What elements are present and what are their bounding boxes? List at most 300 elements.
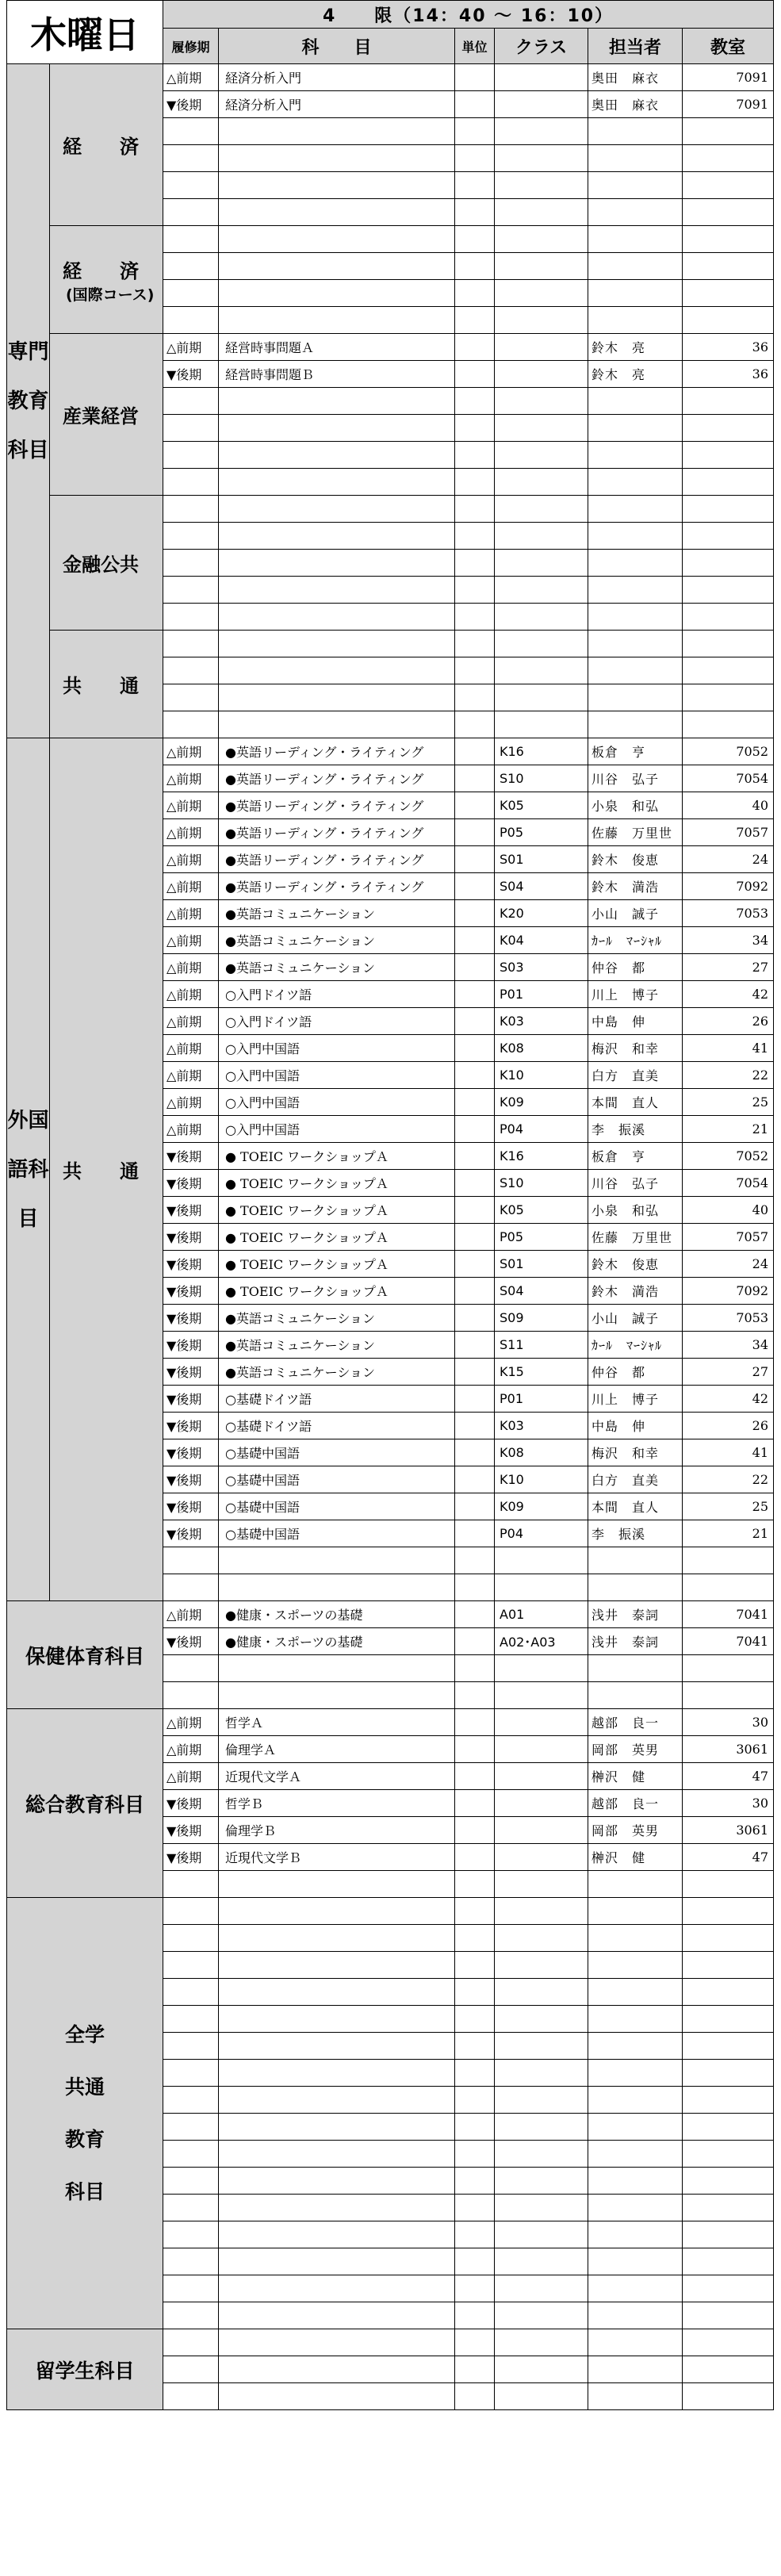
subgroup-name: 共 通: [63, 675, 139, 697]
subject-cell: ●英語コミュニケーション: [219, 1332, 455, 1359]
room-cell: [683, 2302, 774, 2329]
room-cell: [683, 2087, 774, 2114]
room-cell: [683, 280, 774, 307]
subject-cell: 経済分析入門: [219, 91, 455, 118]
units-cell: [455, 1116, 495, 1143]
units-cell: [455, 846, 495, 873]
subject-cell: 哲学Ｂ: [219, 1790, 455, 1817]
units-cell: [455, 711, 495, 738]
period-title: 4 限（14：40 ～ 16：10）: [163, 1, 774, 29]
teacher-cell: [588, 2114, 683, 2141]
units-cell: [455, 1574, 495, 1601]
teacher-cell: 中島 伸: [588, 1008, 683, 1035]
subject-cell: [219, 307, 455, 334]
class-cell: [495, 1952, 588, 1979]
teacher-cell: 白方 直美: [588, 1466, 683, 1493]
teacher-cell: 板倉 亨: [588, 1143, 683, 1170]
room-cell: [683, 2356, 774, 2383]
room-cell: [683, 2060, 774, 2087]
teacher-cell: [588, 2168, 683, 2195]
room-cell: [683, 199, 774, 226]
room-cell: 7054: [683, 765, 774, 792]
units-cell: [455, 927, 495, 954]
teacher-cell: [588, 145, 683, 172]
teacher-cell: [588, 2248, 683, 2275]
class-cell: [495, 1547, 588, 1574]
class-cell: [495, 172, 588, 199]
subject-cell: ●英語リーディング・ライティング: [219, 765, 455, 792]
class-cell: [495, 1979, 588, 2006]
term-cell: ▼後期: [163, 1197, 219, 1224]
class-cell: K15: [495, 1359, 588, 1386]
subject-cell: [219, 2087, 455, 2114]
class-cell: [495, 1817, 588, 1844]
room-cell: 30: [683, 1709, 774, 1736]
room-cell: 25: [683, 1089, 774, 1116]
class-cell: K08: [495, 1439, 588, 1466]
subject-cell: ● TOEIC ワークショップＡ: [219, 1224, 455, 1251]
teacher-cell: 鈴木 俊恵: [588, 846, 683, 873]
term-cell: [163, 2033, 219, 2060]
teacher-cell: 鈴木 満浩: [588, 1278, 683, 1305]
term-cell: ▼後期: [163, 1143, 219, 1170]
subject-cell: [219, 550, 455, 577]
class-cell: [495, 2033, 588, 2060]
room-cell: [683, 2168, 774, 2195]
class-cell: [495, 442, 588, 469]
room-cell: [683, 2114, 774, 2141]
units-cell: [455, 307, 495, 334]
class-cell: [495, 2329, 588, 2356]
class-cell: [495, 2302, 588, 2329]
term-cell: [163, 1871, 219, 1898]
teacher-cell: [588, 1871, 683, 1898]
teacher-cell: 越部 良一: [588, 1709, 683, 1736]
category-label: 保健体育科目: [7, 1601, 163, 1709]
class-cell: K16: [495, 738, 588, 765]
room-cell: [683, 172, 774, 199]
subject-cell: [219, 415, 455, 442]
class-cell: K09: [495, 1089, 588, 1116]
room-cell: [683, 657, 774, 684]
units-cell: [455, 1844, 495, 1871]
class-cell: K03: [495, 1413, 588, 1439]
class-cell: P04: [495, 1520, 588, 1547]
room-cell: 34: [683, 927, 774, 954]
units-cell: [455, 1251, 495, 1278]
class-cell: [495, 2087, 588, 2114]
teacher-cell: [588, 2195, 683, 2221]
subject-cell: ●健康・スポーツの基礎: [219, 1601, 455, 1628]
subject-cell: ○基礎ドイツ語: [219, 1413, 455, 1439]
class-cell: K05: [495, 792, 588, 819]
teacher-cell: 小泉 和弘: [588, 1197, 683, 1224]
units-cell: [455, 2060, 495, 2087]
subject-cell: ○基礎中国語: [219, 1466, 455, 1493]
teacher-cell: [588, 442, 683, 469]
class-cell: K09: [495, 1493, 588, 1520]
col-subject: 科 目: [219, 29, 455, 64]
term-cell: △前期: [163, 792, 219, 819]
room-cell: 41: [683, 1035, 774, 1062]
teacher-cell: [588, 1574, 683, 1601]
term-cell: [163, 631, 219, 657]
subject-cell: ●英語コミュニケーション: [219, 1305, 455, 1332]
room-cell: 25: [683, 1493, 774, 1520]
class-cell: [495, 2060, 588, 2087]
term-cell: ▼後期: [163, 1817, 219, 1844]
units-cell: [455, 1035, 495, 1062]
room-cell: [683, 118, 774, 145]
units-cell: [455, 873, 495, 900]
units-cell: [455, 172, 495, 199]
class-cell: [495, 1763, 588, 1790]
teacher-cell: [588, 1898, 683, 1925]
room-cell: 7041: [683, 1628, 774, 1655]
subject-cell: ○入門中国語: [219, 1035, 455, 1062]
room-cell: 47: [683, 1844, 774, 1871]
subject-cell: 倫理学Ｂ: [219, 1817, 455, 1844]
subject-cell: [219, 1871, 455, 1898]
table-row: [7, 334, 774, 361]
units-cell: [455, 1493, 495, 1520]
term-cell: [163, 2329, 219, 2356]
teacher-cell: ｶｰﾙ ﾏｰｼｬﾙ: [588, 927, 683, 954]
class-cell: [495, 1871, 588, 1898]
term-cell: △前期: [163, 334, 219, 361]
subject-cell: ●英語リーディング・ライティング: [219, 819, 455, 846]
room-cell: [683, 307, 774, 334]
subject-cell: [219, 2302, 455, 2329]
class-cell: [495, 1682, 588, 1709]
term-cell: [163, 2221, 219, 2248]
term-cell: △前期: [163, 1035, 219, 1062]
term-cell: [163, 2248, 219, 2275]
class-cell: P01: [495, 981, 588, 1008]
category-label: 全学共通教育科目: [7, 1898, 163, 2329]
room-cell: 26: [683, 1413, 774, 1439]
subject-cell: 経済分析入門: [219, 64, 455, 91]
teacher-cell: [588, 2383, 683, 2410]
room-cell: 36: [683, 334, 774, 361]
class-cell: K04: [495, 927, 588, 954]
class-cell: S09: [495, 1305, 588, 1332]
class-cell: [495, 523, 588, 550]
subject-cell: [219, 2195, 455, 2221]
table-row: [7, 226, 774, 253]
day-title: 木曜日: [7, 1, 163, 64]
subject-cell: ○入門ドイツ語: [219, 1008, 455, 1035]
class-cell: [495, 631, 588, 657]
units-cell: [455, 1170, 495, 1197]
units-cell: [455, 253, 495, 280]
units-cell: [455, 765, 495, 792]
room-cell: [683, 523, 774, 550]
term-cell: ▼後期: [163, 1305, 219, 1332]
class-cell: [495, 253, 588, 280]
subgroup-name: 経 済: [63, 136, 139, 158]
subject-cell: ●英語コミュニケーション: [219, 1359, 455, 1386]
teacher-cell: 小泉 和弘: [588, 792, 683, 819]
units-cell: [455, 226, 495, 253]
room-cell: 7054: [683, 1170, 774, 1197]
units-cell: [455, 1601, 495, 1628]
term-cell: [163, 307, 219, 334]
teacher-cell: 李 振溪: [588, 1520, 683, 1547]
units-cell: [455, 118, 495, 145]
col-term: 履修期: [163, 29, 219, 64]
class-cell: K05: [495, 1197, 588, 1224]
term-cell: [163, 2195, 219, 2221]
units-cell: [455, 1736, 495, 1763]
room-cell: [683, 1655, 774, 1682]
term-cell: [163, 2383, 219, 2410]
class-cell: S04: [495, 1278, 588, 1305]
teacher-cell: [588, 2141, 683, 2168]
units-cell: [455, 2221, 495, 2248]
class-cell: [495, 684, 588, 711]
teacher-cell: 鈴木 亮: [588, 361, 683, 388]
subject-cell: [219, 2383, 455, 2410]
term-cell: ▼後期: [163, 1170, 219, 1197]
term-cell: ▼後期: [163, 1413, 219, 1439]
class-cell: K20: [495, 900, 588, 927]
term-cell: △前期: [163, 1008, 219, 1035]
term-cell: △前期: [163, 846, 219, 873]
subject-cell: 近現代文学Ａ: [219, 1763, 455, 1790]
table-row: [7, 64, 774, 91]
class-cell: [495, 1709, 588, 1736]
room-cell: [683, 2275, 774, 2302]
subgroup-name: 金融公共: [63, 554, 139, 576]
subject-cell: ○入門中国語: [219, 1089, 455, 1116]
subject-cell: [219, 2141, 455, 2168]
teacher-cell: [588, 469, 683, 496]
term-cell: △前期: [163, 64, 219, 91]
subject-cell: [219, 1952, 455, 1979]
class-cell: [495, 226, 588, 253]
room-cell: 30: [683, 1790, 774, 1817]
room-cell: 7092: [683, 873, 774, 900]
units-cell: [455, 1197, 495, 1224]
room-cell: [683, 253, 774, 280]
room-cell: [683, 711, 774, 738]
term-cell: △前期: [163, 1089, 219, 1116]
subject-cell: ●英語リーディング・ライティング: [219, 873, 455, 900]
teacher-cell: 榊沢 健: [588, 1763, 683, 1790]
term-cell: [163, 388, 219, 415]
teacher-cell: [588, 1547, 683, 1574]
table-row: [7, 1898, 774, 1925]
class-cell: [495, 2275, 588, 2302]
term-cell: [163, 1682, 219, 1709]
class-cell: S10: [495, 765, 588, 792]
teacher-cell: [588, 2060, 683, 2087]
subject-cell: ● TOEIC ワークショップＡ: [219, 1143, 455, 1170]
class-cell: P05: [495, 819, 588, 846]
term-cell: ▼後期: [163, 1251, 219, 1278]
units-cell: [455, 469, 495, 496]
subject-cell: [219, 1979, 455, 2006]
units-cell: [455, 199, 495, 226]
room-cell: 42: [683, 1386, 774, 1413]
subject-cell: ●英語リーディング・ライティング: [219, 846, 455, 873]
term-cell: [163, 2060, 219, 2087]
term-cell: △前期: [163, 738, 219, 765]
room-cell: [683, 1925, 774, 1952]
subject-cell: [219, 388, 455, 415]
teacher-cell: 梅沢 和幸: [588, 1035, 683, 1062]
class-cell: S04: [495, 873, 588, 900]
room-cell: 24: [683, 846, 774, 873]
subject-cell: 経営時事問題Ａ: [219, 334, 455, 361]
term-cell: [163, 280, 219, 307]
units-cell: [455, 442, 495, 469]
subject-cell: [219, 2221, 455, 2248]
teacher-cell: [588, 1952, 683, 1979]
teacher-cell: [588, 2006, 683, 2033]
term-cell: [163, 145, 219, 172]
room-cell: 42: [683, 981, 774, 1008]
units-cell: [455, 2006, 495, 2033]
class-cell: [495, 307, 588, 334]
class-cell: [495, 577, 588, 604]
class-cell: K16: [495, 1143, 588, 1170]
room-cell: [683, 2383, 774, 2410]
teacher-cell: 岡部 英男: [588, 1817, 683, 1844]
class-cell: [495, 334, 588, 361]
room-cell: [683, 1871, 774, 1898]
subject-cell: ●英語コミュニケーション: [219, 927, 455, 954]
room-cell: 36: [683, 361, 774, 388]
subgroup-label: [50, 64, 163, 226]
class-cell: [495, 1898, 588, 1925]
subject-cell: [219, 2006, 455, 2033]
subgroup-note: (国際コース): [66, 286, 155, 304]
term-cell: ▼後期: [163, 1224, 219, 1251]
class-cell: S01: [495, 1251, 588, 1278]
teacher-cell: [588, 199, 683, 226]
room-cell: 27: [683, 1359, 774, 1386]
subject-cell: [219, 2168, 455, 2195]
room-cell: [683, 1574, 774, 1601]
units-cell: [455, 1979, 495, 2006]
teacher-cell: 白方 直美: [588, 1062, 683, 1089]
subject-cell: [219, 226, 455, 253]
teacher-cell: [588, 307, 683, 334]
term-cell: [163, 496, 219, 523]
room-cell: 7057: [683, 1224, 774, 1251]
table-row: [7, 1601, 774, 1628]
teacher-cell: [588, 496, 683, 523]
subgroup-label: [50, 226, 163, 334]
term-cell: ▼後期: [163, 1439, 219, 1466]
term-cell: [163, 2275, 219, 2302]
term-cell: [163, 523, 219, 550]
class-cell: [495, 361, 588, 388]
room-cell: 7053: [683, 900, 774, 927]
term-cell: [163, 2087, 219, 2114]
units-cell: [455, 577, 495, 604]
subject-cell: ● TOEIC ワークショップＡ: [219, 1278, 455, 1305]
room-cell: [683, 550, 774, 577]
subject-cell: [219, 604, 455, 631]
room-cell: 7053: [683, 1305, 774, 1332]
teacher-cell: 小山 誠子: [588, 900, 683, 927]
subgroup-label: [50, 496, 163, 631]
subject-cell: [219, 1547, 455, 1574]
room-cell: [683, 2329, 774, 2356]
teacher-cell: [588, 1682, 683, 1709]
term-cell: ▼後期: [163, 361, 219, 388]
units-cell: [455, 1790, 495, 1817]
teacher-cell: 浅井 泰詞: [588, 1601, 683, 1628]
teacher-cell: 川谷 弘子: [588, 765, 683, 792]
units-cell: [455, 388, 495, 415]
teacher-cell: [588, 253, 683, 280]
teacher-cell: [588, 2275, 683, 2302]
units-cell: [455, 523, 495, 550]
class-cell: [495, 280, 588, 307]
teacher-cell: [588, 711, 683, 738]
subgroup-label: [50, 631, 163, 738]
room-cell: 7092: [683, 1278, 774, 1305]
teacher-cell: [588, 226, 683, 253]
room-cell: [683, 1547, 774, 1574]
table-row: [7, 738, 774, 765]
term-cell: ▼後期: [163, 91, 219, 118]
room-cell: 22: [683, 1466, 774, 1493]
room-cell: 34: [683, 1332, 774, 1359]
category-label: 専門教育科目: [7, 64, 50, 738]
teacher-cell: [588, 388, 683, 415]
units-cell: [455, 145, 495, 172]
class-cell: [495, 145, 588, 172]
subject-cell: ○基礎中国語: [219, 1439, 455, 1466]
class-cell: P05: [495, 1224, 588, 1251]
subject-cell: 哲学Ａ: [219, 1709, 455, 1736]
class-cell: K03: [495, 1008, 588, 1035]
room-cell: [683, 2033, 774, 2060]
teacher-cell: ｶｰﾙ ﾏｰｼｬﾙ: [588, 1332, 683, 1359]
subgroup-name: 経 済: [63, 259, 139, 282]
subject-cell: 経営時事問題Ｂ: [219, 361, 455, 388]
subject-cell: [219, 1574, 455, 1601]
subject-cell: ○基礎中国語: [219, 1493, 455, 1520]
term-cell: △前期: [163, 1601, 219, 1628]
subgroup-name: 産業経営: [63, 405, 139, 427]
teacher-cell: [588, 523, 683, 550]
room-cell: 7091: [683, 91, 774, 118]
table-row: [7, 1709, 774, 1736]
col-room: 教室: [683, 29, 774, 64]
class-cell: [495, 64, 588, 91]
class-cell: K10: [495, 1062, 588, 1089]
term-cell: △前期: [163, 1709, 219, 1736]
teacher-cell: [588, 2356, 683, 2383]
teacher-cell: [588, 657, 683, 684]
room-cell: [683, 469, 774, 496]
term-cell: △前期: [163, 1763, 219, 1790]
room-cell: [683, 631, 774, 657]
units-cell: [455, 1413, 495, 1439]
class-cell: [495, 2195, 588, 2221]
class-cell: S03: [495, 954, 588, 981]
class-cell: [495, 496, 588, 523]
subject-cell: ●英語コミュニケーション: [219, 900, 455, 927]
term-cell: [163, 2141, 219, 2168]
room-cell: 22: [683, 1062, 774, 1089]
